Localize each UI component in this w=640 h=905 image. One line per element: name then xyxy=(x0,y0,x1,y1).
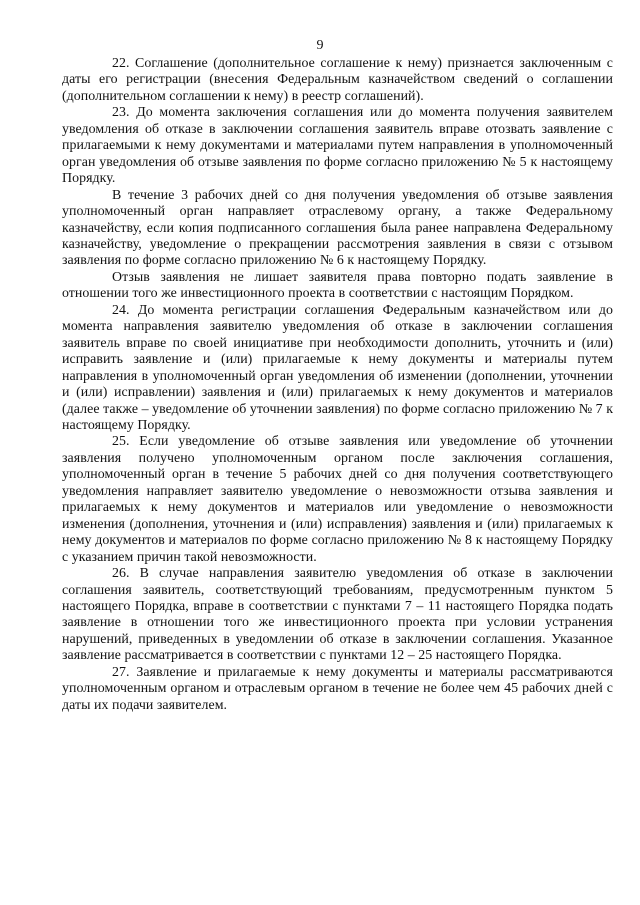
page-number: 9 xyxy=(316,38,324,53)
paragraph-24: 24. До момента регистрации соглашения Федеральным казначейством или до момента направления заявителю уведомления об отказе в заключении соглашения заявитель вправе по своей инициативе при необходимости дополнить, уточнить и (или) исправить заявление и (или) прилагаемые к нему документы и материалы путем направления в уполномоченный орган уведомления об изменении (дополнении, уточнении и (или) исправлении) заявления и (или) прилагаемых к нему документов и материалов (далее также – уведомление об уточнении заявления) по форме согласно приложению № 7 к настоящему Порядку. xyxy=(62,302,613,433)
paragraph-23-resubmission: Отзыв заявления не лишает заявителя права повторно подать заявление в отношении того же инвестиционного проекта в соответствии с настоящим Порядком. xyxy=(62,269,613,302)
paragraph-27: 27. Заявление и прилагаемые к нему документы и материалы рассматриваются уполномоченным органом и отраслевым органом в течение не более чем 45 рабочих дней с даты их подачи заявителем. xyxy=(62,664,613,713)
paragraph-22: 22. Соглашение (дополнительное соглашение к нему) признается заключенным с даты его регистрации (внесения Федеральным казначейством сведений о соглашении (дополнительном соглашении к нему) в реестр соглашений). xyxy=(62,56,613,104)
paragraph-25: 25. Если уведомление об отзыве заявления или уведомление об уточнении заявления получено уполномоченным органом после заключения соглашения, уполномоченный орган в течение 5 рабочих дней со дня получения соответствующего уведомления направляет заявителю уведомление о невозможности отзыва заявления и прилагаемых к нему документов и материалов или уведомление о невозможности изменения (дополнения, уточнения и (или) исправления) заявления и (или) прилагаемых к нему документов и материалов по форме согласно приложению № 8 к настоящему Порядку с указанием причин такой невозможности. xyxy=(62,434,613,565)
paragraph-23-notice-period: В течение 3 рабочих дней со дня получения уведомления об отзыве заявления уполномоченный орган направляет отраслевому органу, а также Федеральному казначейству, если копия подписанного соглашения была ранее направлена Федеральному казначейству, уведомление о прекращении рассмотрения заявления в связи с отзывом заявления по форме согласно приложению № 6 к настоящему Порядку. xyxy=(62,187,613,269)
document-body xyxy=(62,56,613,714)
paragraph-23: 23. До момента заключения соглашения или до момента получения заявителем уведомления об отказе в заключении соглашения заявитель вправе отозвать заявление с прилагаемыми к нему документами и материалами путем направления в уполномоченный орган уведомления об отзыве заявления по форме согласно приложению № 5 к настоящему Порядку. xyxy=(62,105,613,187)
paragraph-26: 26. В случае направления заявителю уведомления об отказе в заключении соглашения заявитель, соответствующий требованиям, предусмотренным пунктом 5 настоящего Порядка, вправе в соответствии с пунктами 7 – 11 настоящего Порядка подать заявление в отношении того же инвестиционного проекта при условии устранения нарушений, приведенных в уведомлении об отказе в заключении соглашения. Указанное заявление рассматривается в соответствии с пунктами 12 – 25 настоящего Порядка. xyxy=(62,566,613,664)
